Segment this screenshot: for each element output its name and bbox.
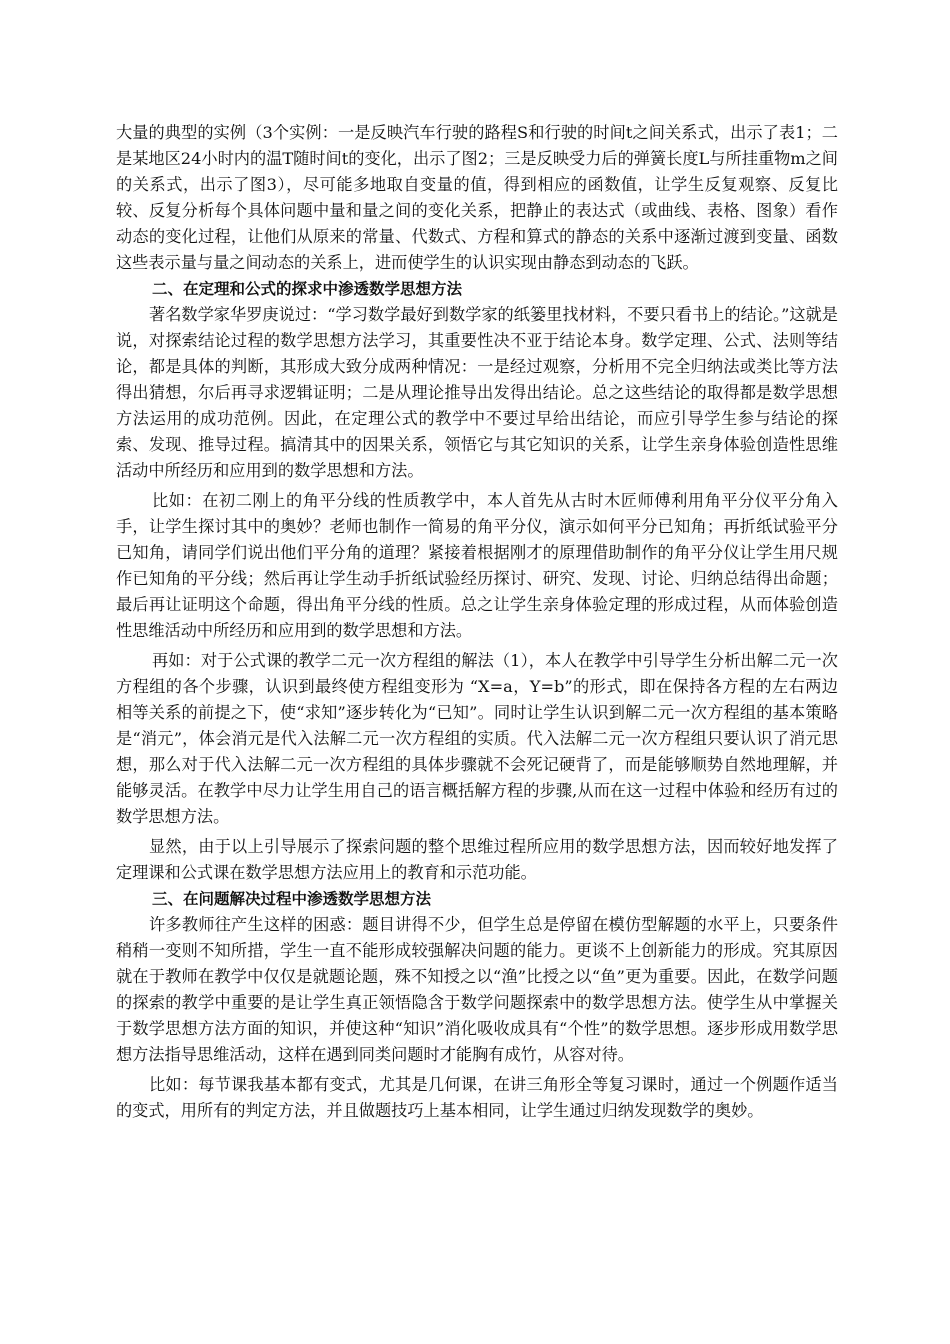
paragraph-examples-functions: 大量的典型的实例（3个实例：一是反映汽车行驶的路程S和行驶的时间t之间关系式，出示了表1；二是某地区24小时内的温T随时间t的变化，出示了图2；三是反映受力后的弹簧长度L与所挂重物m之间的关系式，出示了图3），尽可能多地取自变量的值，得到相应的函数值，让学生反复观察、反复比较、反复分析每个具体问题中量和量之间的变化关系，把静止的表达式（或曲线、表格、图象）看作动态的变化过程，让他们从原来的常量、代数式、方程和算式的静态的关系中逐渐过渡到变量、函数这些表示量与量之间动态的关系上，进而使学生的认识实现由静态到动态的飞跃。 bbox=[116, 123, 838, 272]
section-heading-3: 三、在问题解决过程中渗透数学思想方法 bbox=[152, 890, 432, 908]
section-heading-2: 二、在定理和公式的探求中渗透数学思想方法 bbox=[152, 280, 463, 298]
paragraph-conclusion: 显然，由于以上引导展示了探索问题的整个思维过程所应用的数学思想方法，因而较好地发挥了定理课和公式课在数学思想方法应用上的教育和示范功能。 bbox=[116, 837, 838, 882]
paragraph-angle-bisector-example: 比如：在初二刚上的角平分线的性质教学中，本人首先从古时木匠师傅利用角平分仪平分角入手，让学生探讨其中的奥妙？老师也制作一简易的角平分仪，演示如何平分已知角；再折纸试验平分已知角，请同学们说出他们平分角的道理？紧接着根据刚才的原理借助制作的角平分仪让学生用尺规作已知角的平分线；然后再让学生动手折纸试验经历探讨、研究、发现、讨论、归纳总结得出命题；最后再让证明这个命题，得出角平分线的性质。总之让学生亲身体验定理的形成过程，从而体验创造性思维活动中所经历和应用到的数学思想和方法。 bbox=[116, 491, 838, 640]
document-body bbox=[116, 120, 838, 1124]
paragraph-problem-solving: 许多教师往产生这样的困惑：题目讲得不少，但学生总是停留在模仿型解题的水平上，只要条件稍稍一变则不知所措，学生一直不能形成较强解决问题的能力。更谈不上创新能力的形成。究其原因就在于教师在教学中仅仅是就题论题，殊不知授之以“渔”比授之以“鱼”更为重要。因此，在数学问题的探索的教学中重要的是让学生真正领悟隐含于数学问题探索中的数学思想方法。使学生从中掌握关于数学思想方法方面的知识，并使这种“知识”消化吸收成具有“个性”的数学思想。逐步形成用数学思想方法指导思维活动，这样在遇到同类问题时才能胸有成竹，从容对待。 bbox=[116, 915, 838, 1064]
paragraph-hua-luogeng-quote: 著名数学家华罗庚说过：“学习数学最好到数学家的纸篓里找材料，不要只看书上的结论。”这就是说，对探索结论过程的数学思想方法学习，其重要性决不亚于结论本身。数学定理、公式、法则等结论，都是具体的判断，其形成大致分成两种情况：一是经过观察，分析用不完全归纳法或类比等方法得出猜想，尔后再寻求逻辑证明；二是从理论推导出发得出结论。总之这些结论的取得都是数学思想方法运用的成功范例。因此，在定理公式的教学中不要过早给出结论，而应引导学生参与结论的探索、发现、推导过程。搞清其中的因果关系，领悟它与其它知识的关系，让学生亲身体验创造性思维活动中所经历和应用到的数学思想和方法。 bbox=[116, 305, 838, 480]
paragraph-variation-example: 比如：每节课我基本都有变式，尤其是几何课，在讲三角形全等复习课时，通过一个例题作适当的变式，用所有的判定方法，并且做题技巧上基本相同，让学生通过归纳发现数学的奥妙。 bbox=[116, 1075, 838, 1120]
paragraph-equation-system-example: 再如：对于公式课的教学二元一次方程组的解法（1），本人在教学中引导学生分析出解二元一次方程组的各个步骤，认识到最终使方程组变形为 “X=a，Y=b”的形式，即在保持各方程的左右两边相等关系的前提之下，使“求知”逐步转化为“已知”。同时让学生认识到解二元一次方程组的基本策略是“消元”，体会消元是代入法解二元一次方程组的实质。代入法解二元一次方程组只要认识了消元思想，那么对于代入法解二元一次方程组的具体步骤就不会死记硬背了，而是能够顺势自然地理解，并能够灵活。在教学中尽力让学生用自己的语言概括解方程的步骤,从而在这一过程中体验和经历有过的数学思想方法。 bbox=[116, 651, 838, 826]
